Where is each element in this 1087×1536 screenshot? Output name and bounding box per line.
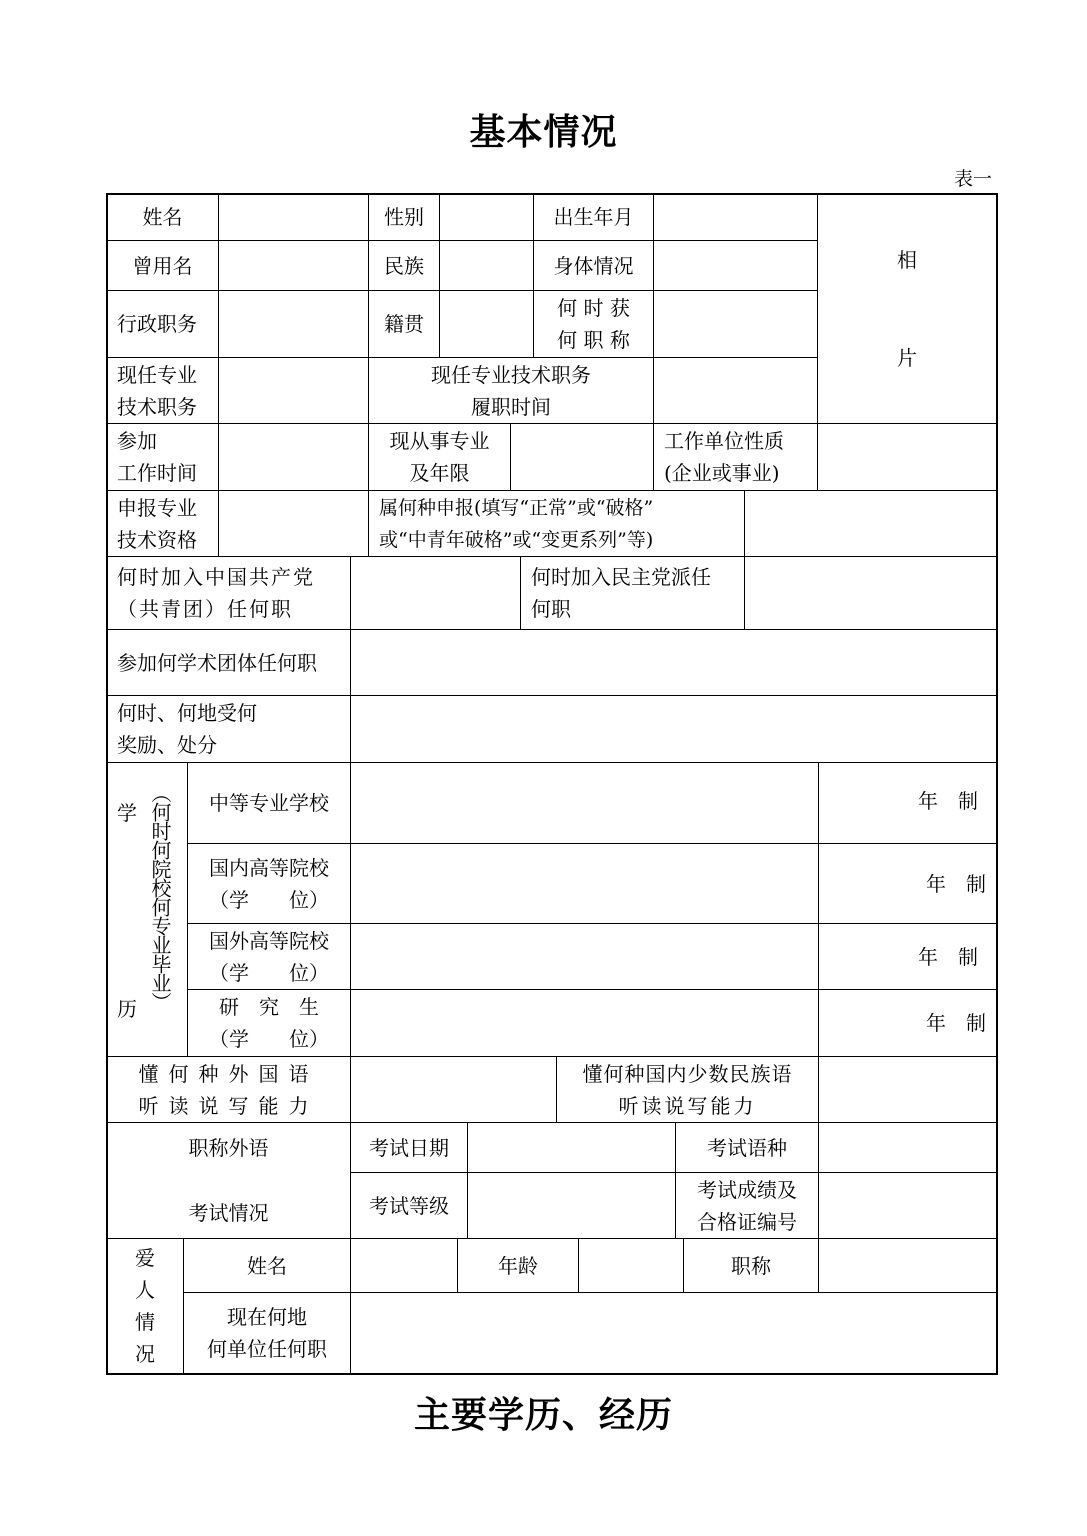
- label-foreign-language: 懂何种外国语 听读说写能力: [106, 1056, 351, 1123]
- label-spouse-age: 年龄: [457, 1238, 579, 1293]
- label-native-place: 籍贯: [368, 290, 440, 358]
- education-label-bottom: 历: [117, 997, 137, 1021]
- label-birth-date: 出生年月: [533, 193, 654, 241]
- field-spouse-name[interactable]: [350, 1238, 458, 1293]
- field-exam-language[interactable]: [818, 1122, 997, 1173]
- field-former-name[interactable]: [218, 240, 369, 291]
- field-spouse-age[interactable]: [578, 1238, 684, 1293]
- field-foreign-language[interactable]: [350, 1056, 557, 1123]
- label-current-tech-post: 现任专业 技术职务: [106, 357, 219, 424]
- edu-row-foreign-field[interactable]: [350, 923, 819, 990]
- label-academic-groups: 参加何学术团体任何职: [106, 629, 351, 696]
- label-declared-qualification: 申报专业 技术资格: [106, 490, 219, 557]
- label-name: 姓名: [106, 193, 219, 241]
- edu-row-foreign-label: 国外高等院校 （学 位）: [187, 923, 351, 990]
- field-current-tech-post-time[interactable]: [653, 357, 818, 424]
- field-democratic-party[interactable]: [744, 556, 997, 630]
- label-spouse-workplace: 现在何地 何单位任何职: [183, 1292, 351, 1374]
- field-party-join[interactable]: [350, 556, 521, 630]
- field-work-start[interactable]: [218, 423, 369, 491]
- field-academic-groups[interactable]: [350, 629, 997, 696]
- label-party-join: 何时加入中国共产党 （共青团）任何职: [106, 556, 351, 630]
- label-minority-language: 懂何种国内少数民族语 听读说写能力: [556, 1056, 819, 1123]
- field-declaration-type[interactable]: [744, 490, 997, 557]
- label-employer-nature: 工作单位性质 (企业或事业): [653, 423, 818, 491]
- field-gender[interactable]: [439, 193, 534, 241]
- field-birth-date[interactable]: [653, 193, 818, 241]
- label-title-exam: [106, 1122, 351, 1239]
- field-awards[interactable]: [350, 695, 997, 763]
- edu-row-secondary-years[interactable]: 年 制: [818, 762, 997, 844]
- field-current-tech-post[interactable]: [218, 357, 369, 424]
- field-ethnicity[interactable]: [439, 240, 534, 291]
- label-spouse-name: 姓名: [183, 1238, 351, 1293]
- edu-row-domestic-label: 国内高等院校 （学 位）: [187, 843, 351, 924]
- photo-box[interactable]: [817, 193, 997, 424]
- label-current-tech-post-time: 现任专业技术职务 履职时间: [368, 357, 654, 424]
- photo-label-top: 相: [897, 248, 917, 272]
- field-minority-language[interactable]: [818, 1056, 997, 1123]
- field-exam-date[interactable]: [467, 1122, 676, 1173]
- label-declaration-type: 属何种申报(填写“正常”或“破格” 或“中青年破格”或“变更系列”等): [368, 490, 745, 557]
- field-spouse-title[interactable]: [818, 1238, 997, 1293]
- label-spouse-title: 职称: [683, 1238, 819, 1293]
- label-exam-score: 考试成绩及 合格证编号: [675, 1172, 819, 1239]
- edu-row-domestic-years[interactable]: 年 制: [818, 843, 997, 924]
- label-awards: 何时、何地受何 奖励、处分: [106, 695, 351, 763]
- edu-row-graduate-field[interactable]: [350, 989, 819, 1057]
- section-title-education-experience: 主要学历、经历: [413, 1394, 673, 1436]
- field-name[interactable]: [218, 193, 369, 241]
- education-label-top: 学: [117, 801, 137, 825]
- edu-row-secondary-field[interactable]: [350, 762, 819, 844]
- field-spouse-workplace[interactable]: [350, 1292, 997, 1374]
- label-ethnicity: 民族: [368, 240, 440, 291]
- label-title-exam-line1: 职称外语: [188, 1136, 269, 1160]
- page-title: 基本情况: [469, 111, 618, 153]
- edu-row-graduate-label: 研 究 生 （学 位）: [187, 989, 351, 1057]
- label-admin-post: 行政职务: [106, 290, 219, 358]
- field-current-specialty[interactable]: [510, 423, 654, 491]
- field-employer-nature[interactable]: [817, 423, 997, 491]
- edu-row-secondary-label: 中等专业学校: [187, 762, 351, 844]
- label-democratic-party: 何时加入民主党派任 何职: [520, 556, 745, 630]
- label-health: 身体情况: [533, 240, 654, 291]
- label-current-specialty: 现从事专业 及年限: [368, 423, 511, 491]
- label-work-start: 参加 工作时间: [106, 423, 219, 491]
- edu-row-graduate-years[interactable]: 年 制: [818, 989, 997, 1057]
- field-admin-post[interactable]: [218, 290, 369, 358]
- edu-row-foreign-years[interactable]: 年 制: [818, 923, 997, 990]
- label-exam-level: 考试等级: [350, 1172, 468, 1239]
- field-health[interactable]: [653, 240, 818, 291]
- label-title-exam-line2: 考试情况: [188, 1201, 269, 1225]
- label-exam-language: 考试语种: [675, 1122, 819, 1173]
- photo-label-bottom: 片: [897, 346, 917, 370]
- education-side-note: （何时何院校何专业毕业）: [148, 783, 172, 1011]
- field-exam-score[interactable]: [818, 1172, 997, 1239]
- label-gender: 性别: [368, 193, 440, 241]
- field-title-acquired[interactable]: [653, 290, 818, 358]
- field-native-place[interactable]: [439, 290, 534, 358]
- field-exam-level[interactable]: [467, 1172, 676, 1239]
- edu-row-domestic-field[interactable]: [350, 843, 819, 924]
- table-number: 表一: [953, 168, 992, 190]
- education-side-label: [106, 762, 188, 1057]
- label-exam-date: 考试日期: [350, 1122, 468, 1173]
- label-former-name: 曾用名: [106, 240, 219, 291]
- spouse-side-label: 爱 人 情 况: [106, 1238, 184, 1374]
- label-title-acquired: 何 时 获 何 职 称: [533, 290, 654, 358]
- field-declared-qualification[interactable]: [218, 490, 369, 557]
